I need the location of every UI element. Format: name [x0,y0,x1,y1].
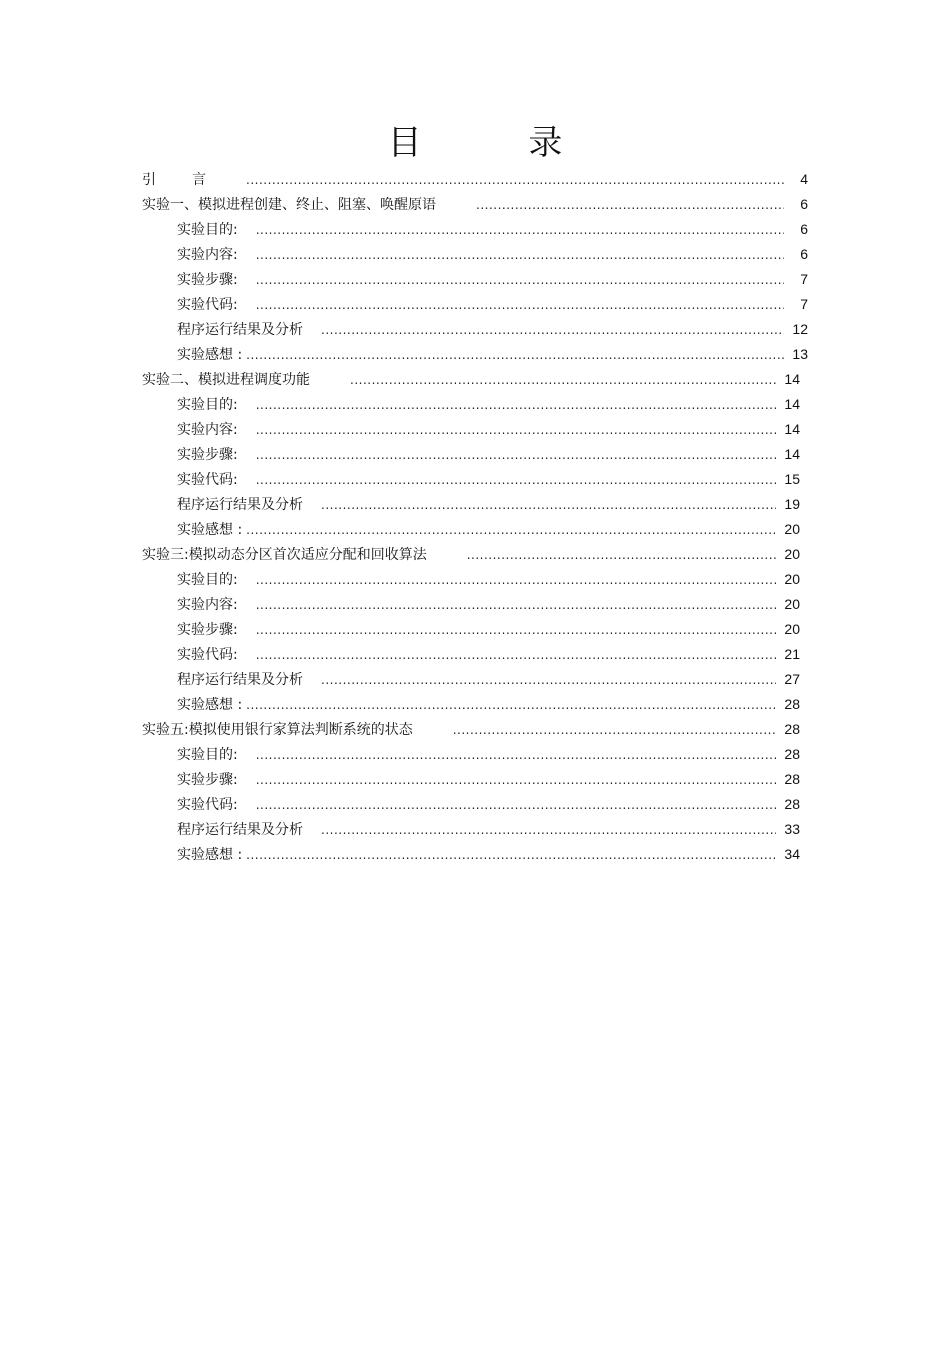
dot-leader [321,668,776,693]
toc-entry[interactable] [142,667,808,692]
dot-leader [246,518,776,543]
toc-entry-label: 引言 [142,172,242,188]
toc-entry[interactable] [142,242,808,267]
toc-entry-label: 实验目的: [177,222,238,238]
toc-entry-page-number: 28 [784,746,800,762]
toc-entry-page-number: 28 [784,771,800,787]
dot-leader [256,443,776,468]
toc-entry-page-number: 14 [784,371,800,387]
toc-entry[interactable] [142,767,808,792]
toc-entry[interactable] [142,217,808,242]
toc-entry-label: 实验代码: [177,472,238,488]
page-title: 目 录 [387,123,611,163]
dot-leader [256,393,776,418]
toc-entry-page-number: 20 [784,521,800,537]
toc-entry-page-number: 20 [784,621,800,637]
toc-entry-label: 程序运行结果及分析 [177,497,303,513]
toc-entry[interactable] [142,417,808,442]
toc-entry-label: 实验代码: [177,647,238,663]
toc-entry[interactable] [142,167,808,192]
toc-entry-label: 实验步骤: [177,272,238,288]
toc-entry-label: 实验步骤: [177,447,238,463]
toc-entry-label: 实验目的: [177,747,238,763]
toc-entry-page-number: 6 [800,196,808,212]
toc-entry-label: 实验二、模拟进程调度功能 [142,372,310,388]
toc-entry-label: 实验五:模拟使用银行家算法判断系统的状态 [142,722,413,738]
dot-leader [453,718,776,743]
table-of-contents [142,167,808,867]
dot-leader [321,318,784,343]
dot-leader [321,818,776,843]
toc-entry[interactable] [142,267,808,292]
toc-entry[interactable] [142,517,808,542]
toc-entry-label: 程序运行结果及分析 [177,322,303,338]
toc-entry[interactable] [142,192,808,217]
toc-entry-label: 实验目的: [177,397,238,413]
toc-entry-label: 实验代码: [177,297,238,313]
dot-leader [246,343,784,368]
toc-entry-page-number: 19 [784,496,800,512]
toc-entry[interactable] [142,317,808,342]
dot-leader [256,293,784,318]
toc-entry[interactable] [142,467,808,492]
dot-leader [256,768,776,793]
toc-entry[interactable] [142,592,808,617]
dot-leader [476,193,784,218]
toc-entry-label: 实验感想 : [177,347,243,363]
toc-entry-page-number: 6 [800,246,808,262]
toc-entry[interactable] [142,617,808,642]
dot-leader [256,618,776,643]
toc-entry-label: 实验内容: [177,597,238,613]
toc-entry-page-number: 14 [784,396,800,412]
toc-entry[interactable] [142,567,808,592]
toc-entry-page-number: 13 [792,346,808,362]
dot-leader [256,218,784,243]
toc-entry-label: 实验步骤: [177,772,238,788]
dot-leader [321,493,776,518]
toc-entry[interactable] [142,642,808,667]
toc-entry-page-number: 28 [784,696,800,712]
toc-entry-label: 实验内容: [177,422,238,438]
toc-entry[interactable] [142,817,808,842]
toc-entry-label: 实验感想 : [177,522,243,538]
toc-entry-label: 实验内容: [177,247,238,263]
toc-entry[interactable] [142,392,808,417]
toc-entry-page-number: 6 [800,221,808,237]
toc-entry-label: 实验感想 : [177,697,243,713]
toc-entry[interactable] [142,742,808,767]
toc-entry-page-number: 15 [784,471,800,487]
toc-entry-page-number: 21 [784,646,800,662]
toc-entry[interactable] [142,792,808,817]
toc-entry-label: 程序运行结果及分析 [177,672,303,688]
toc-entry-page-number: 20 [784,546,800,562]
toc-entry[interactable] [142,717,808,742]
dot-leader [467,543,776,568]
toc-entry-page-number: 34 [784,846,800,862]
toc-entry[interactable] [142,292,808,317]
dot-leader [256,643,776,668]
toc-entry[interactable] [142,367,808,392]
toc-entry[interactable] [142,542,808,567]
toc-entry-page-number: 28 [784,721,800,737]
toc-entry-page-number: 12 [792,321,808,337]
dot-leader [256,743,776,768]
toc-entry-label: 实验步骤: [177,622,238,638]
toc-entry-label: 实验感想 : [177,847,243,863]
toc-entry[interactable] [142,492,808,517]
toc-entry[interactable] [142,692,808,717]
toc-entry[interactable] [142,342,808,367]
toc-entry-page-number: 20 [784,596,800,612]
toc-entry-label: 实验一、模拟进程创建、终止、阻塞、唤醒原语 [142,197,436,213]
dot-leader [256,793,776,818]
dot-leader [256,568,776,593]
toc-entry-page-number: 28 [784,796,800,812]
toc-entry-page-number: 27 [784,671,800,687]
toc-entry-page-number: 33 [784,821,800,837]
dot-leader [256,243,784,268]
dot-leader [246,693,776,718]
toc-entry-page-number: 7 [800,271,808,287]
toc-entry-label: 实验代码: [177,797,238,813]
dot-leader [246,168,784,193]
dot-leader [256,268,784,293]
toc-entry[interactable] [142,442,808,467]
toc-entry-page-number: 4 [800,171,808,187]
dot-leader [256,593,776,618]
dot-leader [256,418,776,443]
toc-entry-page-number: 20 [784,571,800,587]
toc-entry-page-number: 7 [800,296,808,312]
toc-entry-label: 实验三:模拟动态分区首次适应分配和回收算法 [142,547,427,563]
dot-leader [256,468,776,493]
dot-leader [350,368,776,393]
toc-entry[interactable] [142,842,808,867]
toc-entry-page-number: 14 [784,421,800,437]
toc-entry-label: 程序运行结果及分析 [177,822,303,838]
toc-entry-label: 实验目的: [177,572,238,588]
toc-entry-page-number: 14 [784,446,800,462]
dot-leader [246,843,776,868]
